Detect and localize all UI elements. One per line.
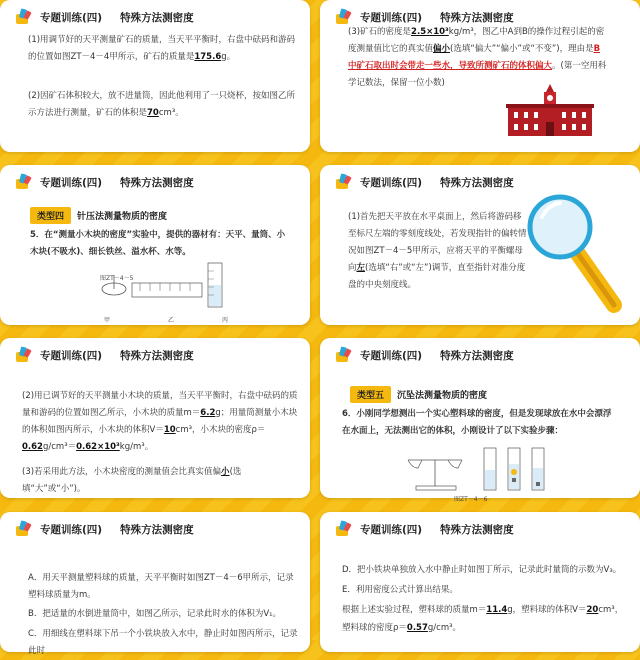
slide-card-7 [0, 512, 310, 656]
figure-caption: 图ZT－4－6 [454, 496, 488, 503]
step-e: E．利用密度公式计算出结果。 [342, 585, 458, 595]
header-subtitle: 特殊方法测密度 [120, 349, 194, 362]
question-6: 6．小刚同学想测出一个实心塑料球的密度，但是发现球放在水中会漂浮在水面上，无法测出它的体积，小刚设计了以下实验步骤： [342, 409, 612, 436]
figure-label-jia: 甲 [104, 317, 111, 324]
question-3: (3)矿石的密度是2.5×10³kg/m³，图乙中A到B的操作过程引起的密度测量值比它的真实值偏小(选填“偏大”“偏小”或“不变”)，理由是B中矿石取出时会带走一些水，导致所测矿石的体积偏大。(第一空用科学记数法，保留一位小数) [348, 27, 607, 88]
slide-header [0, 6, 310, 28]
header-title: 专题训练(四) [360, 176, 423, 189]
figure-caption: 图ZT－4－5 [100, 275, 134, 282]
experiment-figure [402, 446, 562, 494]
figure-label-yi: 乙 [168, 317, 175, 324]
answer-mass-volume: 根据上述实验过程，塑料球的质量m＝11.4g，塑料球的体积V＝20cm³， [342, 605, 624, 615]
header-subtitle: 特殊方法测密度 [120, 523, 194, 536]
question-5: 5．在“测量小木块的密度”实验中，提供的器材有：天平、量筒、小木块(不吸水)、细长铁丝、溢水杯、水等。 [30, 230, 286, 257]
question-5-2: (2)用已调节好的天平测量小木块的质量，当天平平衡时，右盘中砝码的质量和游码的位置如图乙所示，小木块的质量m＝6.2g；用量筒测量小木块的体积如图丙所示，小木块的体积V＝10cm³，小木块的密度ρ＝0.62g/cm³＝0.62×10³kg/m³。 [22, 391, 298, 452]
books-icon [14, 346, 32, 364]
header-title: 专题训练(四) [360, 523, 423, 536]
header-title: 专题训练(四) [40, 349, 103, 362]
question-2: (2)因矿石体积较大，放不进量筒，因此他利用了一只烧杯，按如图乙所示方法进行测量，矿石的体积是70cm³。 [28, 91, 296, 118]
header-subtitle: 特殊方法测密度 [440, 11, 514, 24]
slide-card-3 [0, 165, 310, 325]
question-5-1: (1)首先把天平放在水平桌面上，然后将游码移至标尺左端的零刻度线处，若发现指针的偏转情况如图ZT－4－5甲所示，应将天平的平衡螺母向左(选填“右”或“左”)调节，直至指针对准分度盘的中央刻度线。 [348, 212, 527, 290]
slide-card-1 [0, 0, 310, 152]
question-1: (1)用调节好的天平测量矿石的质量，当天平平衡时，右盘中砝码和游码的位置如图ZT－4－4甲所示，矿石的质量是175.6g。 [28, 35, 296, 62]
balance-figure [96, 261, 246, 311]
step-b: B．把适量的水倒进量筒中，如图乙所示，记录此时水的体积为V₁。 [28, 609, 282, 619]
slide-header [0, 344, 310, 366]
type-tag-text: 沉坠法测量物质的密度 [397, 391, 488, 401]
header-title: 专题训练(四) [40, 176, 103, 189]
magnifier-icon [526, 193, 634, 321]
slide-header [320, 344, 640, 366]
books-icon [14, 8, 32, 26]
books-icon [334, 173, 352, 191]
step-c: C．用细线在塑料球下吊一个小铁块放入水中，静止时如图丙所示，记录此时 [28, 629, 298, 656]
slide-header [320, 518, 640, 540]
header-subtitle: 特殊方法测密度 [440, 523, 514, 536]
type-tag-text: 针压法测量物质的密度 [77, 212, 168, 222]
step-d: D．把小铁块单独放入水中静止时如图丁所示，记录此时量筒的示数为V₃。 [342, 565, 622, 575]
header-subtitle: 特殊方法测密度 [120, 176, 194, 189]
header-subtitle: 特殊方法测密度 [120, 11, 194, 24]
header-title: 专题训练(四) [360, 11, 423, 24]
slide-header [0, 171, 310, 193]
slide-header [320, 171, 640, 193]
header-subtitle: 特殊方法测密度 [440, 349, 514, 362]
figure-label-bing: 丙 [222, 317, 229, 324]
books-icon [334, 520, 352, 538]
slide-card-4 [320, 165, 640, 325]
header-title: 专题训练(四) [40, 11, 103, 24]
answer-density: 塑料球的密度ρ＝0.57g/cm³。 [342, 623, 462, 633]
type-tag-row [30, 207, 167, 224]
header-title: 专题训练(四) [360, 349, 423, 362]
question-5-3: (3)若采用此方法，小木块密度的测量值会比真实值偏小(选填“大”或“小”)。 [22, 467, 242, 494]
building-icon [502, 82, 598, 140]
type-tag-row [350, 386, 487, 403]
header-title: 专题训练(四) [40, 523, 103, 536]
books-icon [14, 173, 32, 191]
slide-card-6 [320, 338, 640, 503]
type-tag: 类型四 [30, 207, 71, 224]
slide-card-2 [320, 0, 640, 152]
books-icon [14, 520, 32, 538]
slide-card-8 [320, 512, 640, 652]
slide-card-5 [0, 338, 310, 498]
slide-header [0, 518, 310, 540]
step-a: A．用天平测量塑料球的质量，天平平衡时如图ZT－4－6甲所示，记录塑料球质量为m。 [28, 573, 294, 600]
header-subtitle: 特殊方法测密度 [440, 176, 514, 189]
books-icon [334, 346, 352, 364]
type-tag: 类型五 [350, 386, 391, 403]
